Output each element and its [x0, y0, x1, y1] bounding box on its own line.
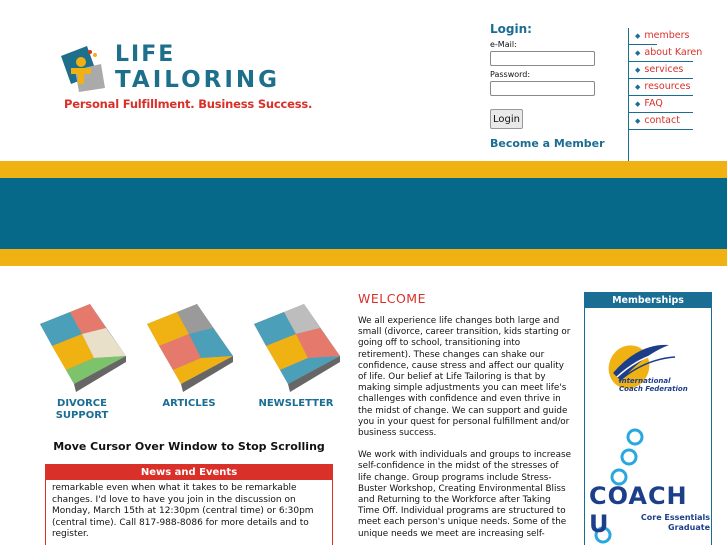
scroll-note: Move Cursor Over Window to Stop Scrolling — [53, 440, 325, 453]
puzzle-icon — [34, 300, 130, 396]
nav-item-members[interactable] — [629, 28, 690, 45]
tile-label: DIVORCE SUPPORT — [55, 398, 109, 421]
tile-newsletter[interactable] — [246, 300, 346, 410]
nav-label: FAQ — [644, 98, 663, 109]
nav-item-resources[interactable] — [629, 79, 693, 96]
tile-divorce-support[interactable] — [32, 300, 132, 422]
news-title: News and Events — [46, 465, 332, 480]
become-member-link[interactable]: Become a Member — [490, 137, 605, 150]
welcome-paragraph: We work with individuals and groups to increase self-confidence in the midst of the stresses of life change. Group programs include Stress-Buster Workshop, Creating Environmental Bliss and Returning to the Workforce after Taking Time Off. Individual programs are structured to meet each person's unique needs. Some of the unique needs we meet are increasing self- — [358, 450, 571, 539]
login-form — [490, 22, 605, 129]
bullet-icon: ◆ — [635, 100, 641, 108]
login-title: Login: — [490, 22, 532, 36]
email-field[interactable] — [490, 51, 595, 66]
tile-label: NEWSLETTER — [258, 398, 334, 409]
coach-u-text: COACH U — [589, 482, 688, 538]
nav-label: about Karen — [644, 47, 703, 58]
email-label: e-Mail: — [490, 40, 517, 49]
news-box[interactable] — [45, 464, 333, 545]
main-nav — [628, 28, 727, 161]
nav-item-about-karen[interactable] — [629, 45, 703, 62]
news-body: remarkable even when what it takes to be remarkable changes. I'd love to have you join in the discussion on Monday, March 15th at 12:30pm (central time) or 6:30pm (central time). Call 817-988-8086 for more details and to register. — [52, 483, 314, 539]
nav-item-services[interactable] — [629, 62, 693, 79]
tile-label: ARTICLES — [162, 398, 216, 409]
nav-label: members — [644, 30, 690, 41]
bullet-icon: ◆ — [635, 66, 641, 74]
coach-u-subtitle: Core Essentials Graduate — [640, 513, 710, 532]
nav-item-contact[interactable] — [629, 113, 693, 130]
puzzle-icon — [141, 300, 237, 396]
logo-word-life: LIFE — [115, 42, 176, 67]
memberships-panel — [584, 292, 712, 545]
banner-stripe-bottom — [0, 249, 727, 266]
logo-word-tailoring: TAILORING — [115, 67, 281, 93]
memberships-title: Memberships — [585, 293, 711, 308]
site-logo[interactable] — [57, 42, 313, 114]
nav-item-faq[interactable] — [629, 96, 693, 113]
logo-tagline: Personal Fulfillment. Business Success. — [64, 97, 313, 111]
welcome-text — [358, 316, 574, 540]
login-button[interactable]: Login — [490, 109, 523, 129]
nav-label: contact — [644, 115, 680, 126]
puzzle-icon — [248, 300, 344, 396]
banner-stripe-top — [0, 161, 727, 178]
password-field[interactable] — [490, 81, 595, 96]
nav-label: resources — [644, 81, 691, 92]
bullet-icon: ◆ — [635, 83, 641, 91]
password-label: Password: — [490, 70, 531, 79]
banner-main — [0, 178, 727, 249]
nav-label: services — [644, 64, 684, 75]
bullet-icon: ◆ — [635, 117, 641, 125]
welcome-paragraph: We all experience life changes both large and small (divorce, career transition, kids starting or going off to school, transitioning into retirement). These changes can shake our confidence, cause stress and affect our quality of life. Our belief at Life Tailoring is that by making simple adjustments you can meet life's challenges with confidence and even thrive in the midst of change. We can support and guide you in your quest for personal fulfillment and/or business success. — [358, 316, 571, 439]
welcome-title: WELCOME — [358, 291, 426, 306]
bullet-icon: ◆ — [635, 49, 641, 57]
tile-articles[interactable] — [139, 300, 239, 410]
bullet-icon: ◆ — [635, 32, 641, 40]
icf-text: International Coach Federation — [619, 377, 688, 393]
logo-mark-icon — [57, 46, 107, 92]
